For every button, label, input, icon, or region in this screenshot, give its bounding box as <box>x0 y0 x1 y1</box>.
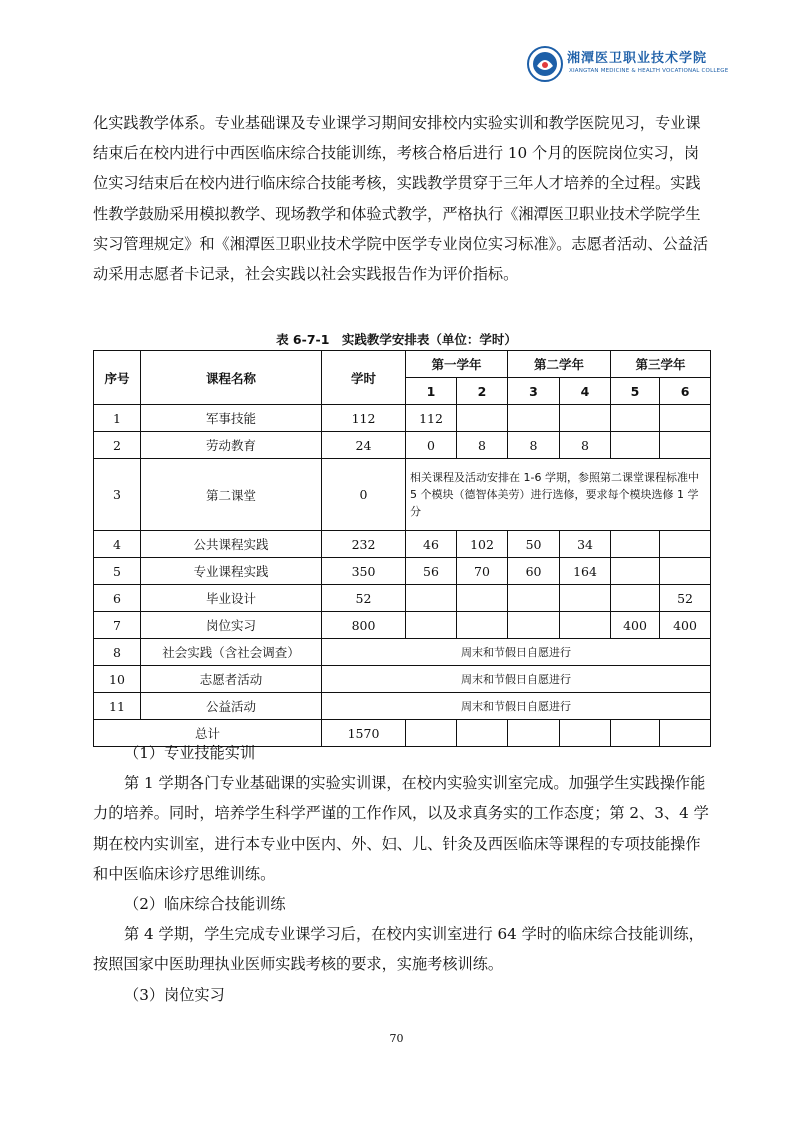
header-term: 5 <box>611 378 660 405</box>
cell-seq: 11 <box>94 693 141 720</box>
cell-note: 周末和节假日自愿进行 <box>322 693 711 720</box>
cell-course-name: 公益活动 <box>141 693 322 720</box>
header-term: 3 <box>508 378 560 405</box>
cell-term: 400 <box>611 612 660 639</box>
cell-hours: 800 <box>322 612 406 639</box>
cell-note: 相关课程及活动安排在 1-6 学期，参照第二课堂课程标准中 5 个模块（德智体美劳）进行选修，要求每个模块选修 1 学分 <box>406 459 711 531</box>
cell-term <box>457 612 508 639</box>
intro-paragraph <box>93 108 711 289</box>
cell-course-name: 第二课堂 <box>141 459 322 531</box>
table-row <box>94 459 711 531</box>
logo-text-cn: 湘潭医卫职业技术学院 <box>567 51 708 66</box>
cell-term: 56 <box>406 558 457 585</box>
cell-course-name: 军事技能 <box>141 405 322 432</box>
section-body: 第 4 学期，学生完成专业课学习后，在校内实训室进行 64 学时的临床综合技能训练，按照国家中医助理执业医师实践考核的要求，实施考核训练。 <box>93 925 704 974</box>
cell-term: 8 <box>457 432 508 459</box>
logo-text-en: XIANGTAN MEDICINE & HEALTH VOCATIONAL COLLEGE <box>569 68 729 74</box>
cell-course-name: 岗位实习 <box>141 612 322 639</box>
cell-note: 周末和节假日自愿进行 <box>322 666 711 693</box>
cell-term: 60 <box>508 558 560 585</box>
cell-hours: 0 <box>322 459 406 531</box>
cell-term <box>611 558 660 585</box>
cell-term: 8 <box>560 432 611 459</box>
header-term: 6 <box>660 378 711 405</box>
cell-term <box>560 612 611 639</box>
cell-course-name: 专业课程实践 <box>141 558 322 585</box>
table-row <box>94 693 711 720</box>
header-term: 2 <box>457 378 508 405</box>
header-term: 1 <box>406 378 457 405</box>
cell-term <box>611 432 660 459</box>
cell-term: 0 <box>406 432 457 459</box>
college-emblem-icon <box>527 46 563 82</box>
cell-course-name: 毕业设计 <box>141 585 322 612</box>
cell-hours: 52 <box>322 585 406 612</box>
cell-term <box>406 585 457 612</box>
header-course-name: 课程名称 <box>141 351 322 405</box>
cell-term: 34 <box>560 531 611 558</box>
table-row <box>94 531 711 558</box>
cell-term: 52 <box>660 585 711 612</box>
section-heading: （1）专业技能实训 <box>124 744 256 762</box>
cell-term: 102 <box>457 531 508 558</box>
header-year2: 第二学年 <box>508 351 611 378</box>
cell-term <box>457 585 508 612</box>
table-row <box>94 432 711 459</box>
cell-seq: 10 <box>94 666 141 693</box>
cell-term <box>660 558 711 585</box>
header-term: 4 <box>560 378 611 405</box>
cell-term: 50 <box>508 531 560 558</box>
cell-total-label: 总计 <box>94 720 322 747</box>
cell-seq: 6 <box>94 585 141 612</box>
intro-text: 化实践教学体系。专业基础课及专业课学习期间安排校内实验实训和教学医院见习，专业课结束后在校内进行中西医临床综合技能训练，考核合格后进行 10 个月的医院岗位实习，岗位实习结束后在校内进行临床综合技能考核，实践教学贯穿于三年人才培养的全过程。实践性教学鼓励采用模拟教学、现场教学和体验式教学，严格执行《湘潭医卫职业技术学院学生实习管理规定》和《湘潭医卫职业技术学院中医学专业岗位实习标准》。志愿者活动、公益活动采用志愿者卡记录，社会实践以社会实践报告作为评价指标。 <box>93 114 709 284</box>
cell-seq: 5 <box>94 558 141 585</box>
cell-term <box>611 405 660 432</box>
table-row <box>94 612 711 639</box>
cell-seq: 2 <box>94 432 141 459</box>
cell-term <box>660 405 711 432</box>
cell-term <box>508 405 560 432</box>
cell-term <box>508 612 560 639</box>
table-row <box>94 666 711 693</box>
cell-term: 400 <box>660 612 711 639</box>
header-hours: 学时 <box>322 351 406 405</box>
cell-hours: 350 <box>322 558 406 585</box>
cell-seq: 3 <box>94 459 141 531</box>
cell-hours: 232 <box>322 531 406 558</box>
cell-term <box>660 432 711 459</box>
table-row <box>94 585 711 612</box>
cell-term: 112 <box>406 405 457 432</box>
cell-term: 46 <box>406 531 457 558</box>
cell-total-hours: 1570 <box>322 720 406 747</box>
cell-term <box>508 585 560 612</box>
cell-term <box>406 612 457 639</box>
section-heading: （3）岗位实习 <box>124 985 225 1004</box>
cell-course-name: 社会实践（含社会调查） <box>141 639 322 666</box>
cell-hours: 112 <box>322 405 406 432</box>
cell-term <box>457 405 508 432</box>
cell-seq: 1 <box>94 405 141 432</box>
page-number: 70 <box>389 1032 404 1045</box>
table-row <box>94 405 711 432</box>
table-row <box>94 639 711 666</box>
cell-note: 周末和节假日自愿进行 <box>322 639 711 666</box>
college-logo <box>527 43 772 87</box>
header-year1: 第一学年 <box>406 351 508 378</box>
cell-seq: 8 <box>94 639 141 666</box>
cell-course-name: 志愿者活动 <box>141 666 322 693</box>
cell-term <box>611 531 660 558</box>
cell-hours: 24 <box>322 432 406 459</box>
cell-seq: 7 <box>94 612 141 639</box>
table-caption: 表 6-7-1 实践教学安排表（单位：学时） <box>276 332 517 347</box>
cell-term: 8 <box>508 432 560 459</box>
cell-term <box>560 585 611 612</box>
header-year3: 第三学年 <box>611 351 711 378</box>
practice-schedule-table <box>93 350 711 747</box>
header-seq: 序号 <box>94 351 141 405</box>
section-heading: （2）临床综合技能训练 <box>124 895 286 914</box>
cell-course-name: 劳动教育 <box>141 432 322 459</box>
cell-course-name: 公共课程实践 <box>141 531 322 558</box>
table-row <box>94 558 711 585</box>
sections <box>93 738 711 1010</box>
cell-term: 70 <box>457 558 508 585</box>
cell-term <box>611 585 660 612</box>
cell-term <box>560 405 611 432</box>
cell-term: 164 <box>560 558 611 585</box>
cell-seq: 4 <box>94 531 141 558</box>
table-header-row <box>94 351 711 378</box>
cell-term <box>660 531 711 558</box>
section-body: 第 1 学期各门专业基础课的实验实训课，在校内实验实训室完成。加强学生实践操作能力的培养。同时，培养学生科学严谨的工作作风，以及求真务实的工作态度；第 2、3、4 学期在校内实训室，进行本专业中医内、外、妇、儿、针灸及西医临床等课程的专项技能操作和中医临床诊疗思维训练。 <box>93 774 709 883</box>
